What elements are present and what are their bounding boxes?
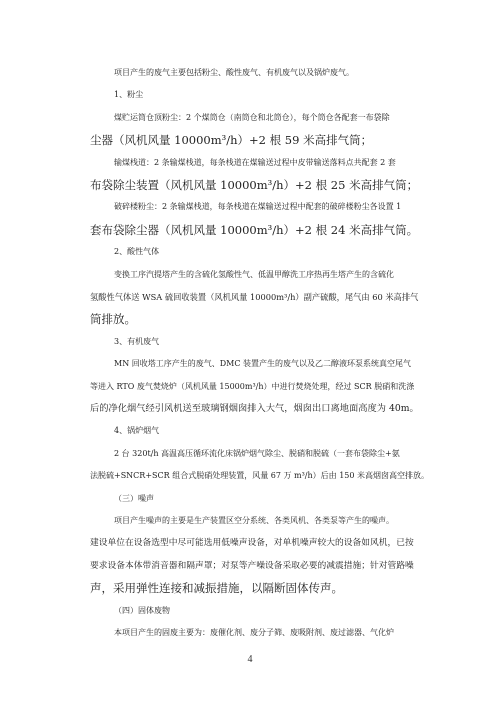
text-line: 2 台 320t/h 高温高压循环流化床锅炉烟气除尘、脱硝和脱硫（一套布袋除尘+氨 bbox=[114, 448, 400, 458]
text-line: 筒排放。 bbox=[90, 312, 136, 327]
text-line: 套布袋除尘器（风机风量 10000m³/h）+2 根 24 米高排气筒。 bbox=[90, 222, 419, 237]
text-line: 法脱硫+SNCR+SCR 组合式脱硝处理装置，风量 67 万 m³/h）后由 150 米高烟囱高空排放。 bbox=[90, 471, 430, 481]
text-line: MN 回收塔工序产生的废气、DMC 装置产生的废气以及乙二醇液环泵系统真空尾气 bbox=[114, 359, 412, 369]
text-line: 本项目产生的固废主要为：废催化剂、废分子筛、废吸附剂、废过滤器、气化炉 bbox=[114, 628, 394, 637]
text-line: 煤贮运筒仓顶粉尘：2 个煤筒仓（南筒仓和北筒仓），每个筒仓各配套一布袋除 bbox=[114, 112, 390, 122]
heading-dust: 1、粉尘 bbox=[114, 90, 144, 100]
text-line: 输煤栈道：2 条输煤栈道，每条栈道在煤输送过程中皮带输送落料点共配套 2 套 bbox=[114, 157, 396, 167]
text-line: 建设单位在设备选型中尽可能选用低噪声设备，对单机噪声较大的设备如风机，已按 bbox=[90, 538, 414, 549]
heading-noise: （三）噪声 bbox=[114, 493, 154, 503]
heading-acid-gas: 2、酸性气体 bbox=[114, 247, 160, 257]
text-line: 等进入 RTO 废气焚烧炉（风机风量 15000m³/h）中进行焚烧处理，经过 SCR 脱硝和洗涤 bbox=[90, 381, 415, 391]
heading-boiler-gas: 4、锅炉烟气 bbox=[114, 426, 160, 436]
page-number: 4 bbox=[247, 654, 253, 666]
text-line: 布袋除尘装置（风机风量 10000m³/h）+2 根 25 米高排气筒； bbox=[90, 178, 419, 192]
text-line: 氢酸性气体送 WSA 硫回收装置（风机风量 10000m³/h）副产硫酸，尾气由 60 米高排气 bbox=[90, 292, 419, 302]
heading-solid-waste: （四）固体废物 bbox=[114, 605, 170, 615]
text-line: 变换工序汽提塔产生的含硫化氢酸性气、低温甲醇洗工序热再生塔产生的含硫化 bbox=[114, 269, 394, 279]
text-line: 声，采用弹性连接和减振措施，以隔断固体传声。 bbox=[90, 581, 343, 596]
text-line: 尘器（风机风量 10000m³/h）+2 根 59 米高排气筒； bbox=[90, 133, 373, 148]
paragraph-intro: 项目产生的废气主要包括粉尘、酸性废气、有机废气以及锅炉废气。 bbox=[114, 68, 354, 77]
text-line: 要求设备本体带消音器和隔声罩；对泵等产噪设备采取必要的减震措施；针对管路噪 bbox=[90, 560, 414, 571]
text-line: 项目产生噪声的主要是生产装置区空分系统、各类风机、各类泵等产生的噪声。 bbox=[114, 516, 394, 525]
heading-organic-gas: 3、有机废气 bbox=[114, 336, 160, 346]
text-line: 破碎楼粉尘：2 条输煤栈道，每条栈道在煤输送过程中配套的破碎楼粉尘各设置 1 bbox=[114, 202, 402, 212]
text-line: 后的净化烟气经引风机送至玻璃钢烟囱排入大气，烟囱出口离地面高度为 40m。 bbox=[90, 403, 419, 414]
